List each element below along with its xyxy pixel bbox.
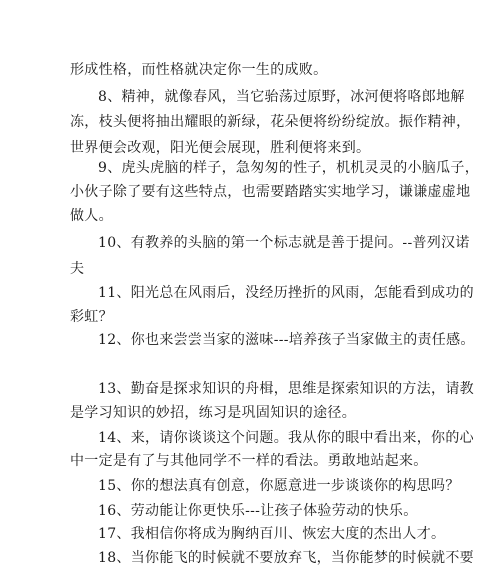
text-line: 13、勤奋是探求知识的舟楫，思维是探索知识的方法，请教 (98, 381, 474, 397)
text-line: 做人。 (70, 208, 113, 224)
text-line: 彩虹？ (70, 309, 113, 325)
text-line: 10、有教养的头脑的第一个标志就是善于提问。--普列汉诺 (98, 235, 470, 251)
text-line: 17、我相信你将成为胸纳百川、恢宏大度的杰出人才。 (98, 526, 446, 542)
text-line: 中一定是有了与其他同学不一样的看法。勇敢地站起来。 (70, 453, 428, 469)
text-line: 16、劳动能让你更快乐---让孩子体验劳动的快乐。 (98, 503, 418, 519)
text-line: 冻，枝头便将抽出耀眼的新绿，花朵便将纷纷绽放。振作精神， (70, 114, 471, 130)
text-line: 14、来，请你谈谈这个问题。我从你的眼中看出来，你的心 (98, 430, 474, 446)
text-line: 18、当你能飞的时候就不要放弃飞，当你能梦的时候就不要 (98, 550, 474, 566)
text-line: 世界便会改观，阳光便会展现，胜利便将来到。 (70, 140, 371, 156)
text-line: 8、精神，就像春风，当它骀荡过原野，冰河便将咯郎地解 (98, 89, 465, 105)
text-line: 是学习知识的妙招，练习是巩固知识的途径。 (70, 405, 356, 421)
text-line: 11、阳光总在风雨后，没经历挫折的风雨，怎能看到成功的 (98, 285, 474, 301)
text-line: 15、你的想法真有创意，你愿意进一步谈谈你的构思吗？ (98, 478, 460, 494)
text-line: 小伙子除了要有这些特点，也需要踏踏实实地学习，谦谦虚虚地 (70, 184, 471, 200)
text-line: 形成性格，而性格就决定你一生的成败。 (70, 62, 328, 78)
text-line: 9、虎头虎脑的样子，急匆匆的性子，机机灵灵的小脑瓜子， (98, 160, 480, 176)
text-line: 夫 (70, 261, 85, 277)
text-line: 12、你也来尝尝当家的滋味---培养孩子当家做主的责任感。 (98, 332, 475, 348)
